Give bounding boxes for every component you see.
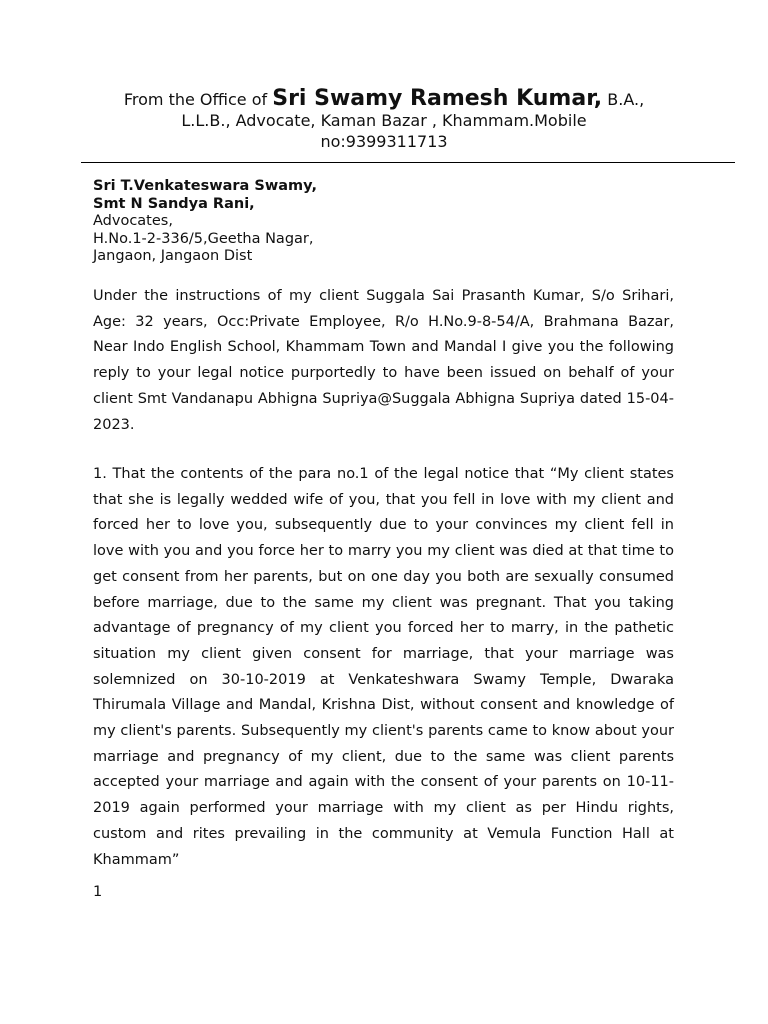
letterhead-prefix: From the Office of <box>123 90 273 109</box>
page-number: 1 <box>93 884 103 900</box>
letterhead-line-3: no:9399311713 <box>320 132 448 151</box>
addressee-name-2: Smt N Sandya Rani, <box>93 195 255 212</box>
addressee-address-2: Jangaon, Jangaon Dist <box>93 248 253 264</box>
addressee-role: Advocates, <box>93 213 173 229</box>
intro-paragraph: Under the instructions of my client Suggala Sai Prasanth Kumar, S/o Srihari, Age: 32 years, Occ:Private Employee, R/o H.No.9-8-54/A, Brahmana Bazar, Near Indo English School, Khammam Town and Mandal I give you the following reply to your legal notice purportedly to have been issued on behalf of your client Smt Vandanapu Abhigna Supriya@Suggala Abhigna Supriya dated 15-04-2023. <box>93 288 674 433</box>
letterhead-line-2: L.L.B., Advocate, Kaman Bazar , Khammam.Mobile <box>181 111 587 130</box>
letterhead-qualification: B.A., <box>602 90 645 109</box>
letterhead <box>0 88 768 152</box>
addressee-address-1: H.No.1-2-336/5,Geetha Nagar, <box>93 230 314 247</box>
header-divider <box>81 162 735 163</box>
addressee-block <box>93 178 693 266</box>
addressee-name-1: Sri T.Venkateswara Swamy, <box>93 178 317 194</box>
letterhead-line-1 <box>0 88 768 110</box>
advocate-name: Sri Swamy Ramesh Kumar, <box>272 86 603 111</box>
paragraph-1: 1. That the contents of the para no.1 of the legal notice that “My client states that she is legally wedded wife of you, that you fell in love with my client and forced her to love you, subsequently due to your convinces my client fell in love with you and you force her to marry you my client was died at that time to get consent from her parents, but on one day you both are sexually consumed before marriage, due to the same my client was pregnant. That you taking advantage of pregnancy of my client you forced her to marry, in the pathetic situation my client given consent for marriage, that your marriage was solemnized on 30-10-2019 at Venkateshwara Swamy Temple, Dwaraka Thirumala Village and Mandal, Krishna Dist, without consent and knowledge of my client's parents. Subsequently my client's parents came to know about your marriage and pregnancy of my client, due to the same was client parents accepted your marriage and again with the consent of your parents on 10-11-2019 again performed your marriage with my client as per Hindu rights, custom and rites prevailing in the community at Vemula Function Hall at Khammam” <box>93 466 674 868</box>
